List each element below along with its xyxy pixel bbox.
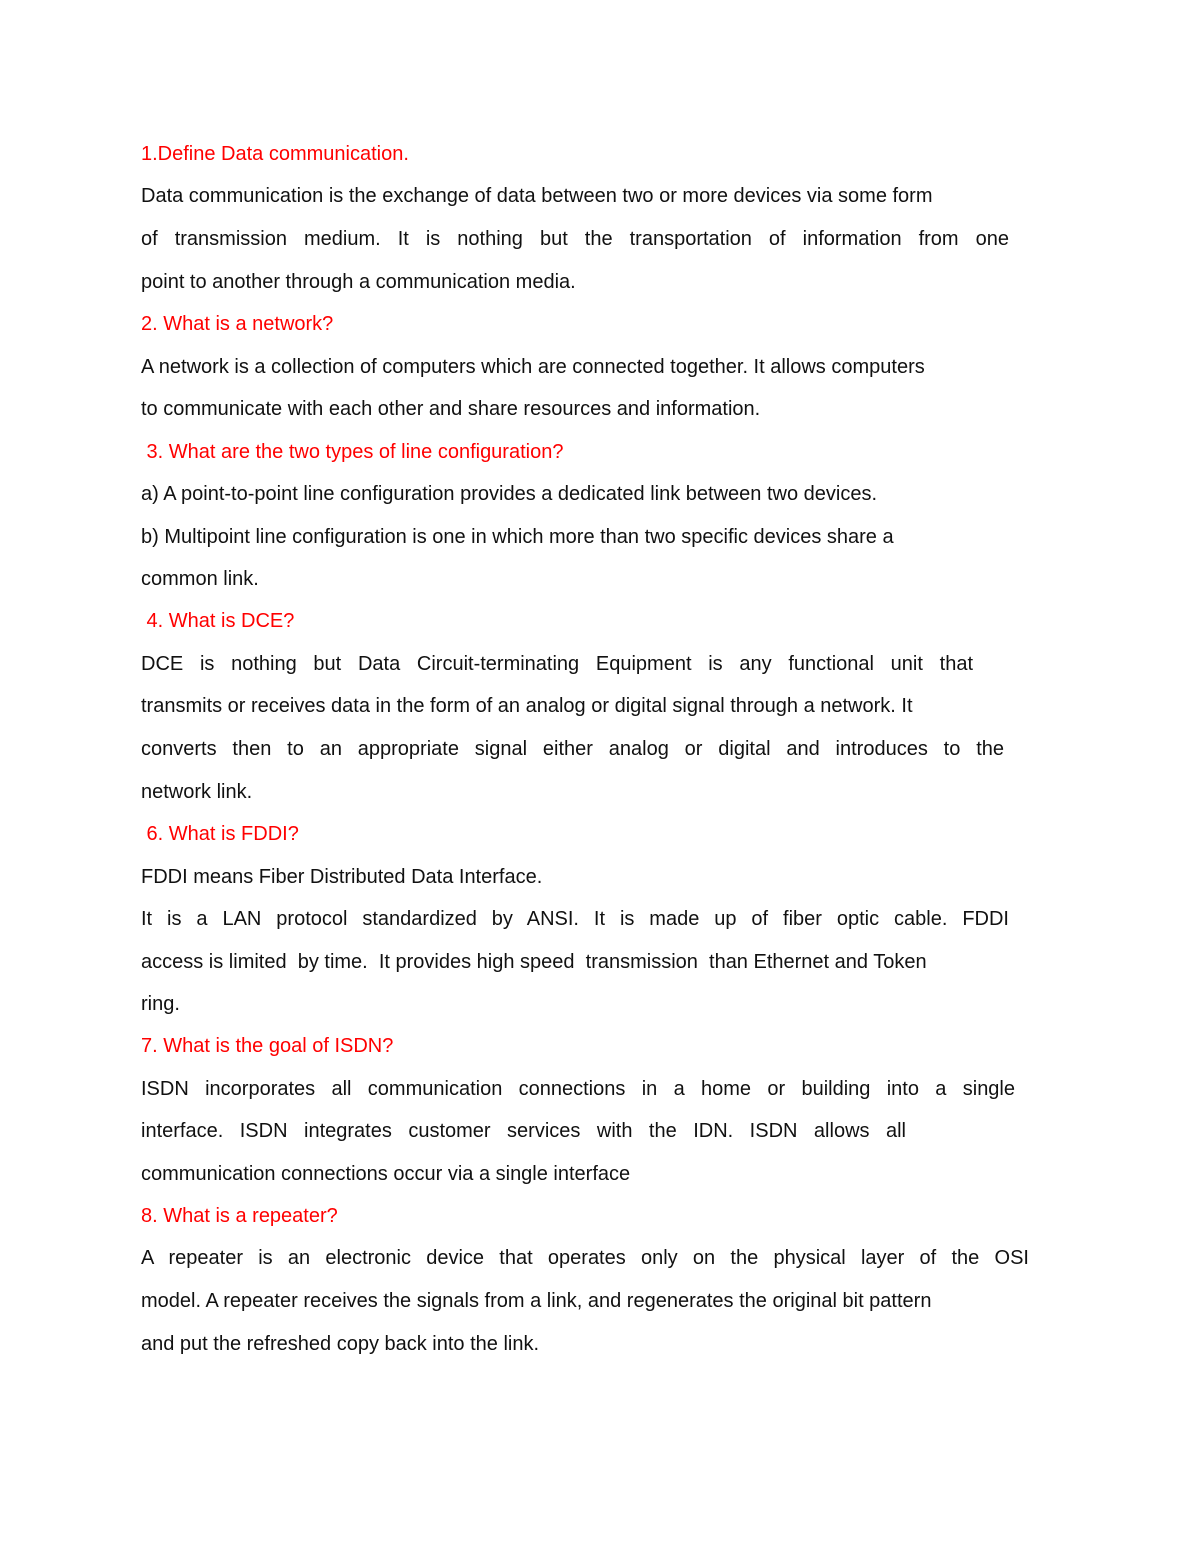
answer-7-line-1: ISDN incorporates all communication connections in a home or building into a single	[141, 1078, 1015, 1100]
answer-3-line-2: b) Multipoint line configuration is one in which more than two specific devices share a	[141, 526, 894, 548]
answer-2-line-2: to communicate with each other and share resources and information.	[141, 398, 761, 420]
answer-3-line-1: a) A point-to-point line configuration provides a dedicated link between two devices.	[141, 483, 878, 505]
question-3-heading: 3. What are the two types of line configuration?	[141, 441, 564, 463]
answer-6-line-2: It is a LAN protocol standardized by ANSI. It is made up of fiber optic cable. FDDI	[141, 908, 1009, 930]
answer-8-line-1: A repeater is an electronic device that operates only on the physical layer of the OSI	[141, 1247, 1029, 1269]
question-8-heading: 8. What is a repeater?	[141, 1205, 338, 1227]
answer-8-line-3: and put the refreshed copy back into the link.	[141, 1333, 540, 1355]
answer-4-line-3: converts then to an appropriate signal either analog or digital and introduces to the	[141, 738, 1004, 760]
answer-1-line-3: point to another through a communication media.	[141, 271, 576, 293]
answer-1-line-2: of transmission medium. It is nothing but the transportation of information from one	[141, 228, 1009, 250]
answer-6-line-4: ring.	[141, 993, 180, 1015]
answer-7-line-3: communication connections occur via a single interface	[141, 1163, 631, 1185]
answer-6-line-1: FDDI means Fiber Distributed Data Interface.	[141, 866, 543, 888]
answer-8-line-2: model. A repeater receives the signals from a link, and regenerates the original bit pattern	[141, 1290, 932, 1312]
answer-4-line-4: network link.	[141, 781, 253, 803]
answer-4-line-1: DCE is nothing but Data Circuit-terminating Equipment is any functional unit that	[141, 653, 973, 675]
answer-6-line-3: access is limited by time. It provides high speed transmission than Ethernet and Token	[141, 951, 927, 973]
question-7-heading: 7. What is the goal of ISDN?	[141, 1035, 394, 1057]
question-1-heading: 1.Define Data communication.	[141, 143, 409, 165]
answer-2-line-1: A network is a collection of computers which are connected together. It allows computers	[141, 356, 925, 378]
question-6-heading: 6. What is FDDI?	[141, 823, 299, 845]
question-4-heading: 4. What is DCE?	[141, 610, 295, 632]
answer-7-line-2: interface. ISDN integrates customer services with the IDN. ISDN allows all	[141, 1120, 906, 1142]
answer-1-line-1: Data communication is the exchange of data between two or more devices via some form	[141, 185, 933, 207]
answer-3-line-3: common link.	[141, 568, 259, 590]
answer-4-line-2: transmits or receives data in the form of an analog or digital signal through a network. It	[141, 695, 913, 717]
question-2-heading: 2. What is a network?	[141, 313, 334, 335]
